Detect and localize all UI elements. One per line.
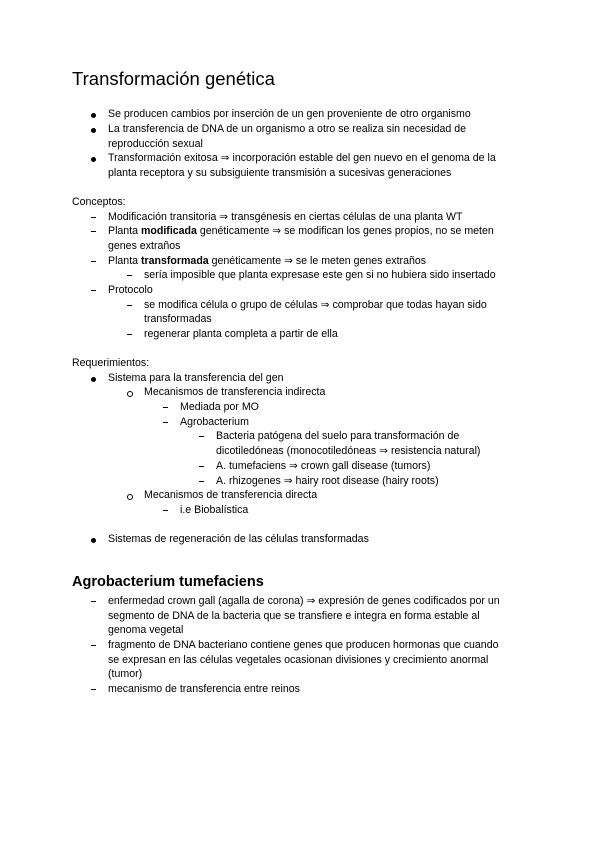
- agro-line-5: se expresan en las células vegetales ocasionan divisiones y crecimiento anormal: [108, 654, 489, 666]
- concepto-line-1: Modificación transitoria ⇒ transgénesis en ciertas células de una planta WT: [108, 211, 463, 223]
- text-span: Planta: [108, 255, 141, 267]
- intro-line-4: Transformación exitosa ⇒ incorporación estable del gen nuevo en el genoma de la: [108, 152, 496, 164]
- concepto-line-8: transformadas: [144, 313, 212, 325]
- dash-marker: [199, 436, 204, 437]
- req-line-2: Mecanismos de transferencia indirecta: [144, 386, 326, 398]
- conceptos-heading: Conceptos:: [72, 196, 126, 208]
- dash-marker: [91, 231, 96, 232]
- req-line-8: A. rhizogenes ⇒ hairy root disease (hairy roots): [216, 475, 439, 487]
- dash-marker: [91, 645, 96, 646]
- dash-marker: [91, 689, 96, 690]
- agro-line-2: segmento de DNA de la bacteria que se transfiere e integra en forma estable al: [108, 610, 480, 622]
- dash-marker: [91, 290, 96, 291]
- section-heading-agrobacterium: Agrobacterium tumefaciens: [72, 574, 264, 590]
- bold-term: modificada: [140, 225, 197, 237]
- dash-marker: [91, 217, 96, 218]
- req-line-10: i.e Biobalística: [180, 504, 249, 516]
- dash-marker: [163, 510, 168, 511]
- bullet-dot: [91, 157, 96, 162]
- concepto-line-6: Protocolo: [108, 284, 153, 296]
- dash-marker: [91, 261, 96, 262]
- dash-marker: [199, 466, 204, 467]
- req-line-3: Mediada por MO: [180, 401, 259, 413]
- concepto-line-5: sería imposible que planta expresase este gen si no hubiera sido insertado: [144, 269, 496, 281]
- req-line-7: A. tumefaciens ⇒ crown gall disease (tumors): [216, 460, 431, 472]
- dash-marker: [91, 601, 96, 602]
- bullet-dot: [91, 128, 96, 133]
- intro-line-2: La transferencia de DNA de un organismo a otro se realiza sin necesidad de: [108, 123, 467, 135]
- bullet-dot: [91, 538, 96, 543]
- dash-marker: [199, 481, 204, 482]
- intro-line-5: planta receptora y su subsiguiente transmisión a sucesivas generaciones: [108, 167, 452, 179]
- req-line-5: Bacteria patógena del suelo para transformación de: [216, 430, 460, 442]
- dash-marker: [163, 407, 168, 408]
- concepto-line-2: [108, 224, 494, 239]
- concepto-line-3: genes extraños: [108, 240, 181, 252]
- agro-line-6: (tumor): [108, 668, 143, 680]
- agro-line-4: fragmento de DNA bacteriano contiene genes que producen hormonas que cuando: [108, 639, 499, 651]
- text-span: genéticamente ⇒ se le meten genes extraños: [208, 255, 427, 267]
- intro-line-3: reproducción sexual: [108, 138, 203, 150]
- dash-marker: [127, 334, 132, 335]
- dash-marker: [127, 275, 132, 276]
- req-line-4: Agrobacterium: [180, 416, 249, 428]
- concepto-line-4: [108, 254, 426, 269]
- req-line-6: dicotiledóneas (monocotiledóneas ⇒ resistencia natural): [216, 445, 481, 457]
- requerimientos-heading: Requerimientos:: [72, 357, 150, 369]
- bullet-dot: [91, 113, 96, 118]
- page-title: Transformación genética: [72, 68, 275, 89]
- req-line-11: Sistemas de regeneración de las células transformadas: [108, 533, 369, 545]
- intro-line-1: Se producen cambios por inserción de un gen proveniente de otro organismo: [108, 108, 471, 120]
- agro-line-7: mecanismo de transferencia entre reinos: [108, 683, 300, 695]
- text-span: genéticamente ⇒ se modifican los genes propios, no se meten: [196, 225, 494, 237]
- dash-marker: [163, 422, 168, 423]
- agro-line-3: genoma vegetal: [108, 624, 184, 636]
- dash-marker: [127, 305, 132, 306]
- text-span: Planta: [108, 225, 141, 237]
- bold-term: transformada: [140, 255, 209, 267]
- bullet-circle: [127, 494, 133, 500]
- agro-line-1: enfermedad crown gall (agalla de corona) ⇒ expresión de genes codificados por un: [108, 595, 500, 607]
- concepto-line-9: regenerar planta completa a partir de ella: [144, 328, 338, 340]
- req-line-9: Mecanismos de transferencia directa: [144, 489, 318, 501]
- concepto-line-7: se modifica célula o grupo de células ⇒ comprobar que todas hayan sido: [144, 299, 487, 311]
- req-line-1: Sistema para la transferencia del gen: [108, 372, 284, 384]
- bullet-dot: [91, 377, 96, 382]
- bullet-circle: [127, 391, 133, 397]
